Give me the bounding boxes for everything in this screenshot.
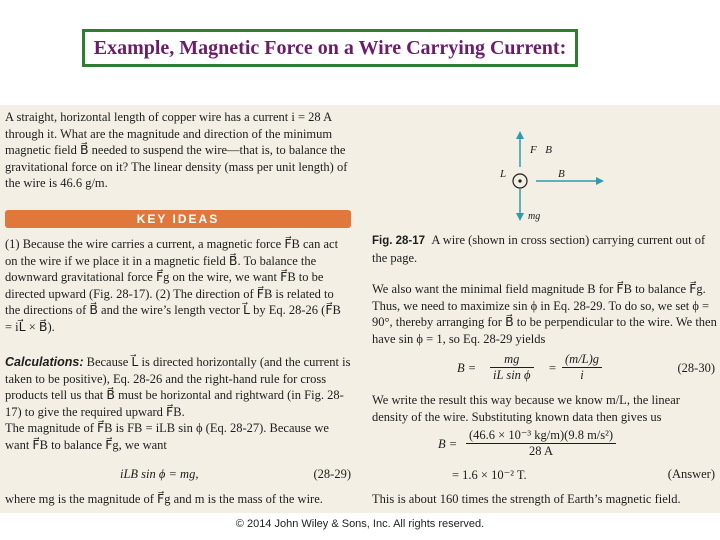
calculations-body-2: The magnitude of F⃗B is FB = iLB sin ϕ (Eq. 28-27). Because we want F⃗B to balance F⃗g, we want xyxy=(5,421,329,452)
equation-28-29-expr: iLB sin ϕ = mg, xyxy=(120,467,199,481)
frac1-denominator: iL sin ϕ xyxy=(493,368,531,382)
calculations-body: Because L⃗ is directed horizontally (and the current is taken to be positive), Eq. 28-26 and the right-hand rule for cross products tell us that B⃗ must be horizontal and rightward (in Fig. 28-17) to give the required upward F⃗B. xyxy=(5,355,351,419)
wire-force-diagram xyxy=(480,123,630,233)
figure-caption-text: A wire (shown in cross section) carrying current out of the page. xyxy=(372,233,706,265)
numeric-result-value: = 1.6 × 10⁻² T. xyxy=(452,468,527,482)
numeric-result-frac xyxy=(466,427,616,459)
right-text-3: This is about 160 times the strength of Earth’s magnetic field. xyxy=(372,492,681,506)
fb-label: F⃗B xyxy=(530,144,552,156)
equation-28-30-lhs: B = xyxy=(457,361,477,375)
equation-28-29 xyxy=(5,467,351,485)
calculations-text xyxy=(5,354,351,453)
closing-text-left: where mg is the magnitude of F⃗g and m is the mass of the wire. xyxy=(5,492,323,506)
page-title: Example, Magnetic Force on a Wire Carrying Current: xyxy=(93,36,567,59)
right-text-2: We write the result this way because we know m/L, the linear density of the wire. Substituting known data then gives us xyxy=(372,393,680,424)
l-label: L xyxy=(500,168,507,180)
equation-28-30-number: (28-30) xyxy=(677,361,715,375)
frac1-numerator: mg xyxy=(490,352,534,368)
numeric-result-denominator: 28 A xyxy=(529,444,554,458)
numeric-result-tag: (Answer) xyxy=(667,467,715,481)
textbook-scan xyxy=(0,105,720,513)
key-ideas-text: (1) Because the wire carries a current, a magnetic force F⃗B can act on the wire if we place it in a magnetic field B⃗. To balance the downward gravitational force F⃗g on the wire, we want F⃗B to be directed upward (Fig. 28-17). (2) The direction of F⃗B is related to the directions of B⃗ and the wire’s length vector L⃗ by Eq. 28-26 (F⃗B = iL⃗ × B⃗). xyxy=(5,237,341,334)
key-ideas-banner: KEY IDEAS xyxy=(5,210,351,228)
frac2-numerator: (m/L)g xyxy=(562,352,602,368)
numeric-result-lhs: B = xyxy=(438,437,458,451)
figure-caption xyxy=(372,232,717,266)
frac2-denominator: i xyxy=(580,368,584,382)
equation-28-30-frac1 xyxy=(490,352,534,383)
numeric-result xyxy=(372,427,717,487)
copyright-footer: © 2014 John Wiley & Sons, Inc. All rights reserved. xyxy=(235,518,485,530)
figure-caption-label: Fig. 28-17 xyxy=(372,235,426,247)
equation-28-30-equals: = xyxy=(549,361,557,375)
b-label: B⃗ xyxy=(558,168,574,180)
equation-28-29-number: (28-29) xyxy=(313,467,351,481)
title-box xyxy=(82,29,578,67)
right-text-1: We also want the minimal field magnitude B for F⃗B to balance F⃗g. Thus, we need to maximize sin ϕ in Eq. 28-29. To do so, we set ϕ = 90°, thereby arranging for B⃗ to be perpendicular to the wire. We then have sin ϕ = 1, so Eq. 28-29 yields xyxy=(372,282,717,346)
calculations-label: Calculations: xyxy=(5,355,84,369)
problem-statement: A straight, horizontal length of copper wire has a current i = 28 A through it. What are the magnitude and direction of the minimum magnetic field B⃗ needed to suspend the wire—that is, to balance the gravitational force on it? The linear density (mass per unit length) of the wire is 46.6 g/m. xyxy=(5,110,348,190)
equation-28-30-frac2 xyxy=(562,352,602,383)
equation-28-30 xyxy=(372,350,717,388)
numeric-result-numerator: (46.6 × 10⁻³ kg/m)(9.8 m/s²) xyxy=(466,427,616,444)
mg-label: mg⃗ xyxy=(528,211,548,222)
